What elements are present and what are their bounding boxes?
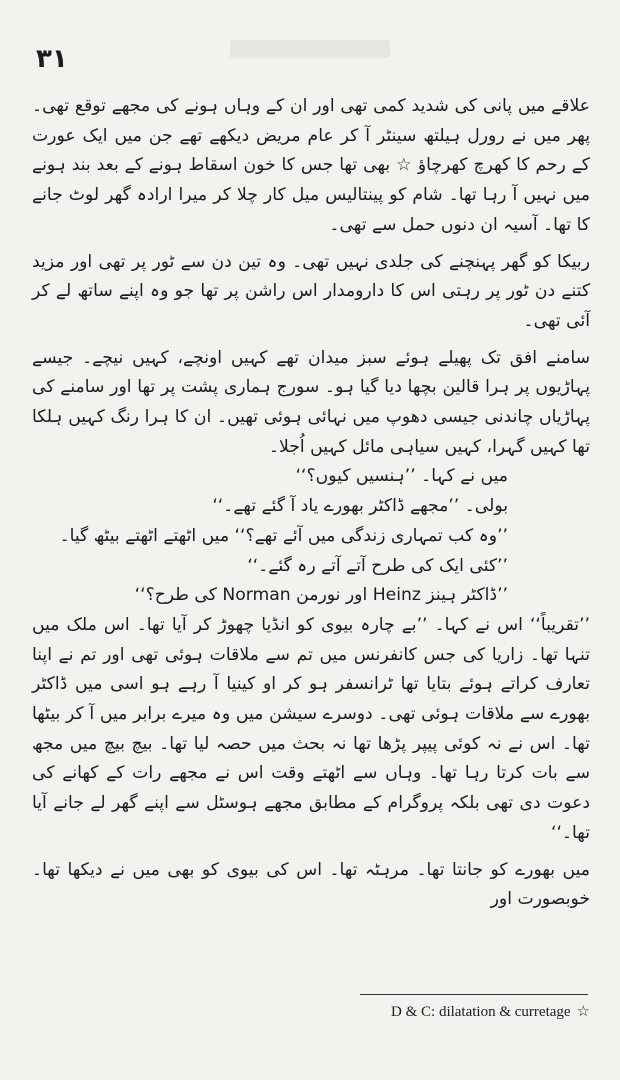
dialog-line-many-others: ’’کئی ایک کی طرح آتے آتے رہ گئے۔‘‘ xyxy=(247,555,508,576)
footnote xyxy=(391,1002,590,1021)
urdu-body-text xyxy=(32,92,590,915)
paragraph-knew-bhore: میں بھورے کو جانتا تھا۔ مرہٹہ تھا۔ اس کی بیوی کو بھی میں نے دیکھا تھا۔ خوبصورت اور xyxy=(32,859,590,910)
page-number: ۳۱ xyxy=(36,44,68,74)
dialog-line-when-came: ’’وہ کب تمہاری زندگی میں آئے تھے؟‘‘ میں اٹھتے اٹھتے بیٹھ گیا۔ xyxy=(59,525,508,546)
paragraph-green-fields: سامنے افق تک پھیلے ہوئے سبز میدان تھے کہیں اونچے، کہیں نیچے۔ جیسے پہاڑیوں پر ہرا قالین بچھا دیا گیا ہو۔ سورج ہماری پشت پر تھا اور سامنے کی پہاڑیاں چاندنی جیسی دھوپ میں نہائی ہوئی تھیں۔ ان کا ہرا رنگ کہیں ہلکا تھا کہیں گہرا، کہیں سیاہی مائل کہیں اُجلا۔ xyxy=(32,347,590,457)
dialog-line-dr-bhore: بولی۔ ’’مجھے ڈاکٹر بھورے یاد آ گئے تھے۔‘‘ xyxy=(212,496,508,517)
paragraph-rebecca-tour: ربیکا کو گھر پہنچنے کی جلدی نہیں تھی۔ وہ تین دن سے ٹور پر تھی اور مزید کتنے دن ٹور پر رہتی اس کا دارومدار اس راشن پر تھا جو وہ اپنے ساتھ لے کر آئی تھی۔ xyxy=(32,251,590,331)
paragraph-conference-story: ’’تقریباً‘‘ اس نے کہا۔ ’’بے چارہ بیوی کو انڈیا چھوڑ کر آیا تھا۔ اس ملک میں تنہا تھا۔ زاریا کی جس کانفرنس میں تم سے ملاقات ہوئی تھی اور تم نے اپنا تعارف کراتے ہوئے بتایا تھا ٹرانسفر ہو کر او کینیا آ رہے ہو اسی میں ڈاکٹر بھورے سے ملاقات ہوئی تھی۔ دوسرے سیشن میں وہ میرے برابر میں آ کر بیٹھا تھا۔ اس نے نہ کوئی پیپر پڑھا تھا نہ بحث میں حصہ لیا تھا۔ بیچ بیچ میں مجھ سے بات کرتا رہا تھا۔ وہاں سے اٹھتے وقت اس نے مجھے رات کے کھانے کی دعوت دی تھی بلکہ پروگرام کے مطابق مجھے ہوسٹل سے اپنے گھر لے جانے آیا تھا۔‘‘ xyxy=(32,614,590,843)
star-icon: ☆ xyxy=(576,1004,590,1020)
footnote-divider xyxy=(360,994,588,995)
dialog-line-why-laugh: میں نے کہا۔ ’’ہنسیں کیوں؟‘‘ xyxy=(295,466,508,487)
footnote-text: D & C: dilatation & curretage xyxy=(391,1004,571,1020)
paragraph-rural-health-center: علاقے میں پانی کی شدید کمی تھی اور ان کے وہاں ہونے کی مجھے توقع تھی۔ پھر میں نے رورل ہیلتھ سینٹر آ کر عام مریض دیکھے تھے جن میں ایک عورت کے رحم کا کھرچ کھرچاؤ ☆ بھی تھا جس کا خون اسقاط ہونے کے بعد بند ہونے میں نہیں آ رہا تھا۔ شام کو پینتالیس میل کار چلا کر میرا ارادہ گھر لوٹ جانے کا تھا۔ آسیہ ان دنوں حمل سے تھی۔ xyxy=(32,96,590,235)
dialog-line-heinz-norman: ’’ڈاکٹر ہینز Heinz اور نورمن Norman کی طرح؟‘‘ xyxy=(134,585,508,606)
faint-running-header xyxy=(230,40,390,58)
